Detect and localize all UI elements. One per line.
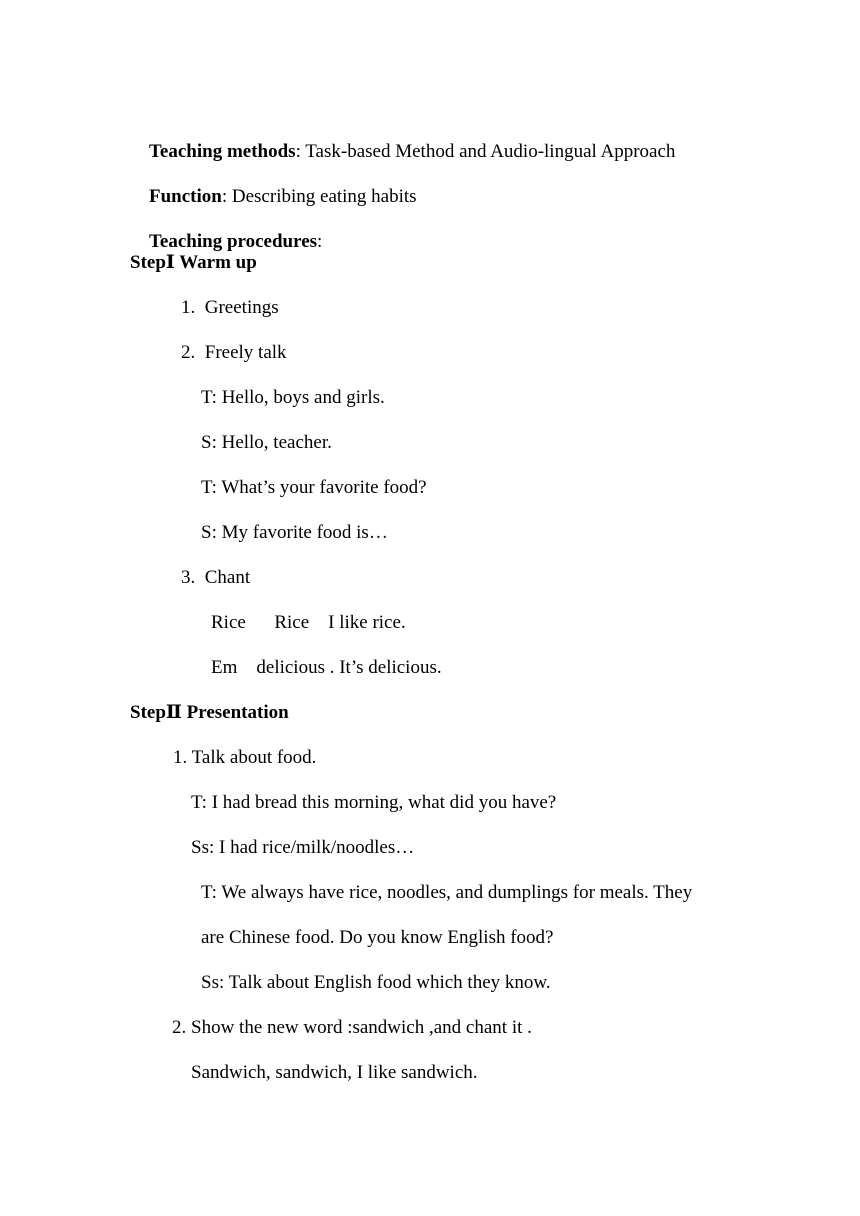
function-label: Function [149,186,222,207]
sandwich-chant-line: Sandwich, sandwich, I like sandwich. [191,1062,478,1083]
step2-heading: StepⅡ Presentation [130,702,289,723]
presentation-line: Ss: Talk about English food which they know. [201,972,551,993]
dialogue-line: S: Hello, teacher. [201,432,332,453]
presentation-line: T: We always have rice, noodles, and dumplings for meals. They [201,882,693,903]
teaching-procedures-line [130,206,323,252]
step2-item-talk-about-food: 1. Talk about food. [173,747,317,768]
teaching-methods-label: Teaching methods [149,141,296,162]
dialogue-line: T: Hello, boys and girls. [201,387,385,408]
presentation-line: T: I had bread this morning, what did you have? [191,792,557,813]
function-value: : Describing eating habits [221,186,417,207]
chant-line: Em delicious . It’s delicious. [211,657,442,678]
step1-item-freely-talk: 2. Freely talk [181,342,287,363]
teaching-methods-line [130,116,676,162]
dialogue-line: T: What’s your favorite food? [201,477,427,498]
step2-item-new-word: 2. Show the new word :sandwich ,and chant it . [172,1017,532,1038]
teaching-procedures-label: Teaching procedures [149,231,318,252]
step1-item-greetings: 1. Greetings [181,297,279,318]
teaching-methods-value: : Task-based Method and Audio-lingual Approach [295,141,676,162]
teaching-procedures-colon: : [317,231,323,252]
presentation-line: are Chinese food. Do you know English food? [201,927,554,948]
step1-item-chant: 3. Chant [181,567,251,588]
chant-line: Rice Rice I like rice. [211,612,406,633]
presentation-line: Ss: I had rice/milk/noodles… [191,837,415,858]
dialogue-line: S: My favorite food is… [201,522,388,543]
function-line [130,161,417,207]
step1-heading: StepⅠ Warm up [130,252,257,273]
